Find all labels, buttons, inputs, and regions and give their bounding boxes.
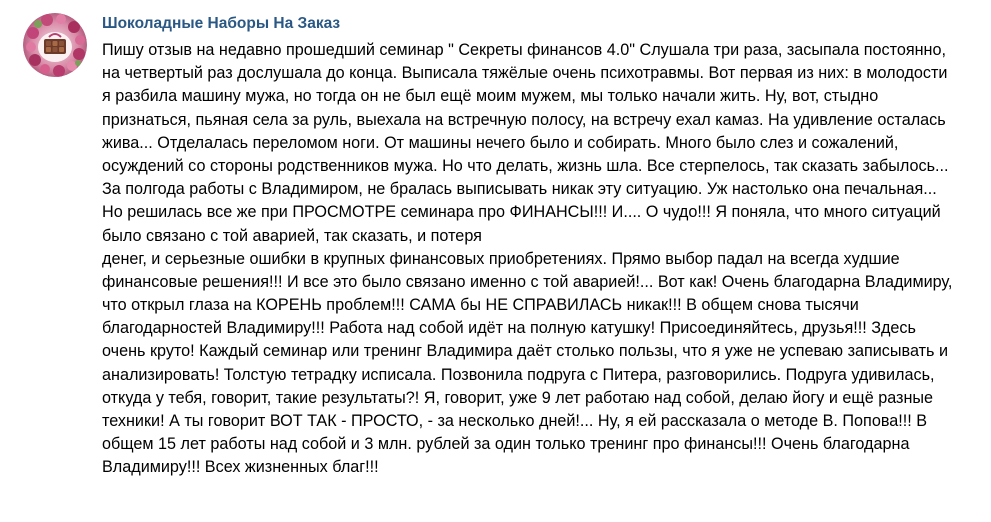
post-text-line: финансовые решения!!! И все это было связано именно с той аварией!... Вот как! Очень благодарна Владимиру, [102, 272, 953, 291]
post-text-line: Но решилась все же при ПРОСМОТРЕ семинара про ФИНАНСЫ!!! И.... О чудо!!! Я поняла, что много ситуаций [102, 203, 941, 222]
author-avatar[interactable] [23, 13, 87, 77]
post-text-line: признаться, пьяная села за руль, выехала на встречную полосу, на встречу ехал камаз. На удивление осталась [102, 110, 946, 129]
post-text-line: откуда у тебя, говорит, такие результаты?! Я, говорит, уже 9 лет работаю над собой, делаю йогу и ещё разные [102, 388, 934, 407]
post-text-line: что открыл глаза на КОРЕНЬ проблем!!! САМА бы НЕ СПРАВИЛАСЬ никак!!! В общем снова тысячи [102, 296, 859, 315]
post-text-line: За полгода работы с Владимиром, не бралась выписывать никак эту ситуацию. Уж настолько она печальная... [102, 180, 937, 199]
post-text-line: было связано с той аварией, так сказать, и потеря [102, 226, 482, 245]
post-text-line: жива... Отделалась переломом ноги. От машины нечего было и собирать. Много было слез и сожалений, [102, 133, 899, 152]
post-text-line: техники! А ты говорит ВОТ ТАК - ПРОСТО, - за несколько дней!... Ну, я ей рассказала о методе В. Попова!!! В [102, 412, 928, 430]
post-text-line: очень круто! Каждый семинар или тренинг Владимира даёт столько пользы, что я уже не успеваю записывать и [102, 342, 948, 361]
author-name-link[interactable]: Шоколадные Наборы На Заказ [102, 15, 341, 32]
chocolate-box-avatar-icon [23, 13, 87, 77]
post-text-line: Пишу отзыв на недавно прошедший семинар " Секреты финансов 4.0" Слушала три раза, засыпала постоянно, [102, 41, 946, 59]
post-text-line: на четвертый раз дослушала до конца. Выписала тяжёлые очень психотравмы. Вот первая из них: в молодости [102, 64, 948, 83]
post-text-line: анализировать! Толстую тетрадку исписала. Позвонила подруга с Питера, разговорились. Подруга удивилась, [102, 365, 935, 384]
post-text-line: общем 15 лет работы над собой и 3 млн. рублей за один только тренинг про финансы!!! Очень благодарна [102, 435, 910, 454]
post-text-line: благодарностей Владимиру!!! Работа над собой идёт на полную катушку! Присоединяйтесь, друзья!!! Здесь [102, 319, 916, 338]
post-text-line: Владимиру!!! Всех жизненных благ!!! [102, 458, 379, 477]
post-text-line: осуждений со стороны родственников мужа. Но что делать, жизнь шла. Все стерпелось, так сказать забылось... [102, 156, 949, 175]
post-content [102, 12, 974, 480]
post-text-line: денег, и серьезные ошибки в крупных финансовых приобретениях. Прямо выбор падал на всегда худшие [102, 249, 900, 268]
post-text-line: я разбила машину мужа, но тогда он не был ещё моим мужем, мы только начали жить. Ну, вот, стыдно [102, 87, 879, 106]
post-text [102, 39, 974, 480]
